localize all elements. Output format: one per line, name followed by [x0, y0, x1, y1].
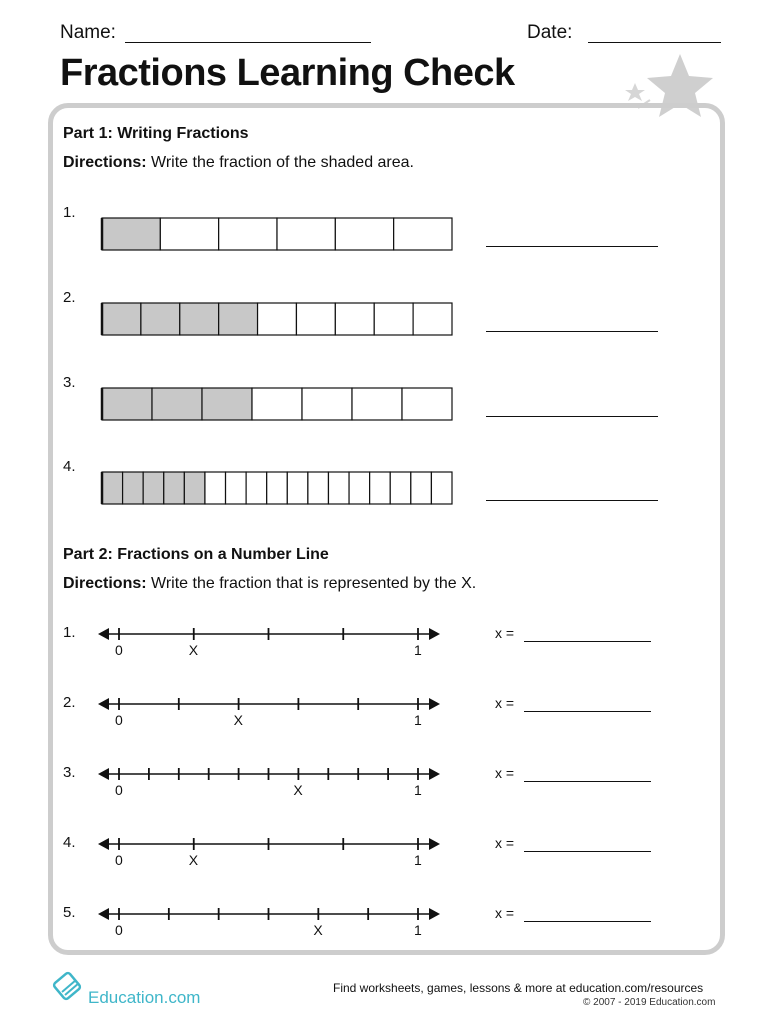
label-zero: 0: [115, 712, 123, 728]
answer-line[interactable]: [524, 851, 651, 852]
label-one: 1: [414, 852, 422, 868]
answer-prefix: x =: [495, 695, 515, 711]
question-number: 2.: [63, 694, 76, 711]
shaded-segment: [164, 472, 185, 504]
empty-segment: [205, 472, 226, 504]
number-line: [90, 694, 450, 714]
question-number: 5.: [63, 904, 76, 921]
arrow-right: [429, 768, 440, 780]
empty-segment: [252, 388, 302, 420]
shaded-segment: [219, 303, 258, 335]
empty-segment: [390, 472, 411, 504]
arrow-left: [98, 628, 109, 640]
empty-segment: [335, 303, 374, 335]
empty-segment: [267, 472, 288, 504]
empty-segment: [374, 303, 413, 335]
answer-line[interactable]: [486, 331, 658, 332]
shaded-segment: [102, 472, 123, 504]
arrow-right: [429, 628, 440, 640]
empty-segment: [277, 218, 335, 250]
part1-title: Part 1: Writing Fractions: [63, 125, 249, 142]
number-line: [90, 764, 450, 784]
label-one: 1: [414, 922, 422, 938]
empty-segment: [394, 218, 452, 250]
brand-name: Education.com: [88, 988, 201, 1007]
x-marker: X: [233, 712, 243, 728]
empty-segment: [258, 303, 297, 335]
empty-segment: [328, 472, 349, 504]
answer-line[interactable]: [486, 416, 658, 417]
empty-segment: [302, 388, 352, 420]
answer-line[interactable]: [486, 500, 658, 501]
number-line: [90, 834, 450, 854]
question-number: 1.: [63, 624, 76, 641]
part2-title: Part 2: Fractions on a Number Line: [63, 546, 329, 563]
question-number: 1.: [63, 204, 76, 221]
label-zero: 0: [115, 642, 123, 658]
question-number: 4.: [63, 458, 76, 475]
x-marker: X: [313, 922, 323, 938]
number-line: [90, 904, 450, 924]
name-field[interactable]: [125, 42, 371, 43]
answer-prefix: x =: [495, 905, 515, 921]
empty-segment: [308, 472, 329, 504]
shaded-segment: [143, 472, 164, 504]
empty-segment: [287, 472, 308, 504]
question-number: 3.: [63, 374, 76, 391]
question-number: 2.: [63, 289, 76, 306]
x-marker: X: [188, 642, 199, 658]
arrow-right: [429, 698, 440, 710]
shaded-segment: [141, 303, 180, 335]
question-number: 3.: [63, 764, 76, 781]
name-label: Name:: [60, 22, 116, 43]
empty-segment: [335, 218, 393, 250]
empty-segment: [413, 303, 452, 335]
fraction-bar: [100, 216, 454, 252]
label-one: 1: [414, 642, 422, 658]
shaded-segment: [102, 303, 141, 335]
empty-segment: [296, 303, 335, 335]
arrow-right: [429, 908, 440, 920]
arrow-left: [98, 768, 109, 780]
shaded-segment: [184, 472, 205, 504]
empty-segment: [370, 472, 391, 504]
arrow-left: [98, 698, 109, 710]
footer-text: Find worksheets, games, lessons & more at education.com/resources: [333, 981, 704, 995]
x-marker: X: [188, 852, 199, 868]
fraction-bar: [100, 301, 454, 337]
arrow-right: [429, 838, 440, 850]
page-title: Fractions Learning Check: [60, 52, 515, 94]
answer-line[interactable]: [524, 711, 651, 712]
shaded-segment: [123, 472, 144, 504]
label-zero: 0: [115, 782, 123, 798]
arrow-left: [98, 908, 109, 920]
number-line: [90, 624, 450, 644]
label-zero: 0: [115, 852, 123, 868]
answer-line[interactable]: [524, 781, 651, 782]
empty-segment: [352, 388, 402, 420]
shaded-segment: [180, 303, 219, 335]
copyright: © 2007 - 2019 Education.com: [583, 997, 716, 1008]
label-zero: 0: [115, 922, 123, 938]
empty-segment: [411, 472, 432, 504]
empty-segment: [431, 472, 452, 504]
answer-prefix: x =: [495, 625, 515, 641]
empty-segment: [246, 472, 267, 504]
answer-line[interactable]: [524, 641, 651, 642]
empty-segment: [226, 472, 247, 504]
fraction-bar: [100, 386, 454, 422]
answer-line[interactable]: [486, 246, 658, 247]
answer-line[interactable]: [524, 921, 651, 922]
fraction-bar: [100, 470, 454, 506]
empty-segment: [160, 218, 218, 250]
empty-segment: [349, 472, 370, 504]
arrow-left: [98, 838, 109, 850]
empty-segment: [402, 388, 452, 420]
date-label: Date:: [527, 22, 573, 43]
answer-prefix: x =: [495, 835, 515, 851]
date-field[interactable]: [588, 42, 721, 43]
part1-directions: Directions: Write the fraction of the shaded area.: [63, 154, 414, 171]
question-number: 4.: [63, 834, 76, 851]
shaded-segment: [102, 218, 160, 250]
shaded-segment: [102, 388, 152, 420]
shaded-segment: [202, 388, 252, 420]
shaded-segment: [152, 388, 202, 420]
part2-directions: Directions: Write the fraction that is represented by the X.: [63, 575, 477, 592]
answer-prefix: x =: [495, 765, 515, 781]
education-logo-icon: [52, 970, 86, 1004]
label-one: 1: [414, 712, 422, 728]
x-marker: X: [293, 782, 303, 798]
label-one: 1: [414, 782, 422, 798]
empty-segment: [219, 218, 277, 250]
